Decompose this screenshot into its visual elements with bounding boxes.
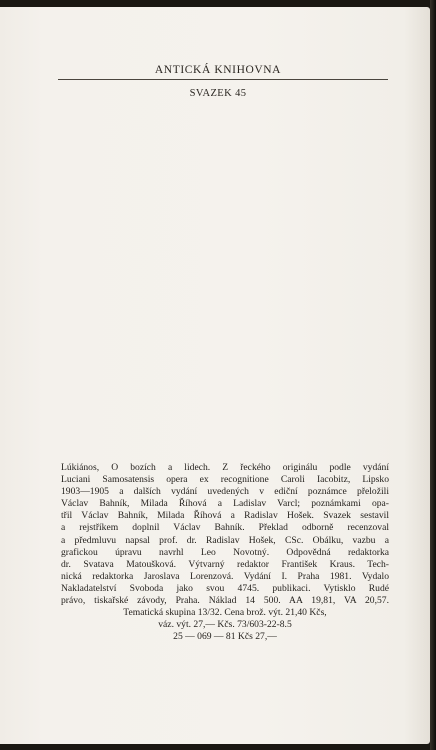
volume-number: SVAZEK 45 xyxy=(189,88,247,99)
imprint-line: Lúkiános, O bozích a lidech. Z řeckého originálu podle vydání xyxy=(61,462,389,473)
imprint-line: třil Václav Bahník, Milada Říhová a Radislav Hošek. Svazek sestavil xyxy=(61,510,389,522)
imprint-line: Luciani Samosatensis opera ex recognitione Caroli Iacobitz, Lipsko xyxy=(61,474,389,486)
imprint-line: dr. Svatava Matoušková. Výtvarný redaktor František Kraus. Tech- xyxy=(61,558,389,570)
imprint-line: 25 — 069 — 81 Kčs 27,— xyxy=(173,631,277,643)
imprint-line: Nakladatelství Svoboda jako svou 4745. publikaci. Vytisklo Rudé xyxy=(61,582,389,594)
imprint-line: Tematická skupina 13/32. Cena brož. výt. 21,40 Kčs, xyxy=(123,607,327,619)
imprint-line: nická redaktorka Jaroslava Lorenzová. Vydání I. Praha 1981. Vydalo xyxy=(61,570,389,582)
imprint-line: váz. výt. 27,— Kčs. 73/603-22-8.5 xyxy=(158,619,292,631)
imprint-line: 1903—1905 a dalších vydání uvedených v ediční poznámce přeložili xyxy=(61,486,389,498)
imprint-block xyxy=(61,462,389,643)
series-title: ANTICKÁ KNIHOVNA xyxy=(154,64,282,76)
imprint-line: Václav Bahník, Milada Říhová a Ladislav Varcl; poznámkami opa- xyxy=(61,498,389,510)
imprint-line: a rejstříkem doplnil Václav Bahník. Překlad odborně recenzoval xyxy=(61,522,389,534)
imprint-line: grafickou úpravu navrhl Leo Novotný. Odpovědná redaktorka xyxy=(61,546,389,558)
header-rule xyxy=(58,79,388,80)
imprint-line: a předmluvu napsal prof. dr. Radislav Hošek, CSc. Obálku, vazbu a xyxy=(61,534,389,546)
page-edge-shadow xyxy=(430,0,436,750)
imprint-line: právo, tiskařské závody, Praha. Náklad 14 500. AA 19,81, VA 20,57. xyxy=(61,595,389,607)
